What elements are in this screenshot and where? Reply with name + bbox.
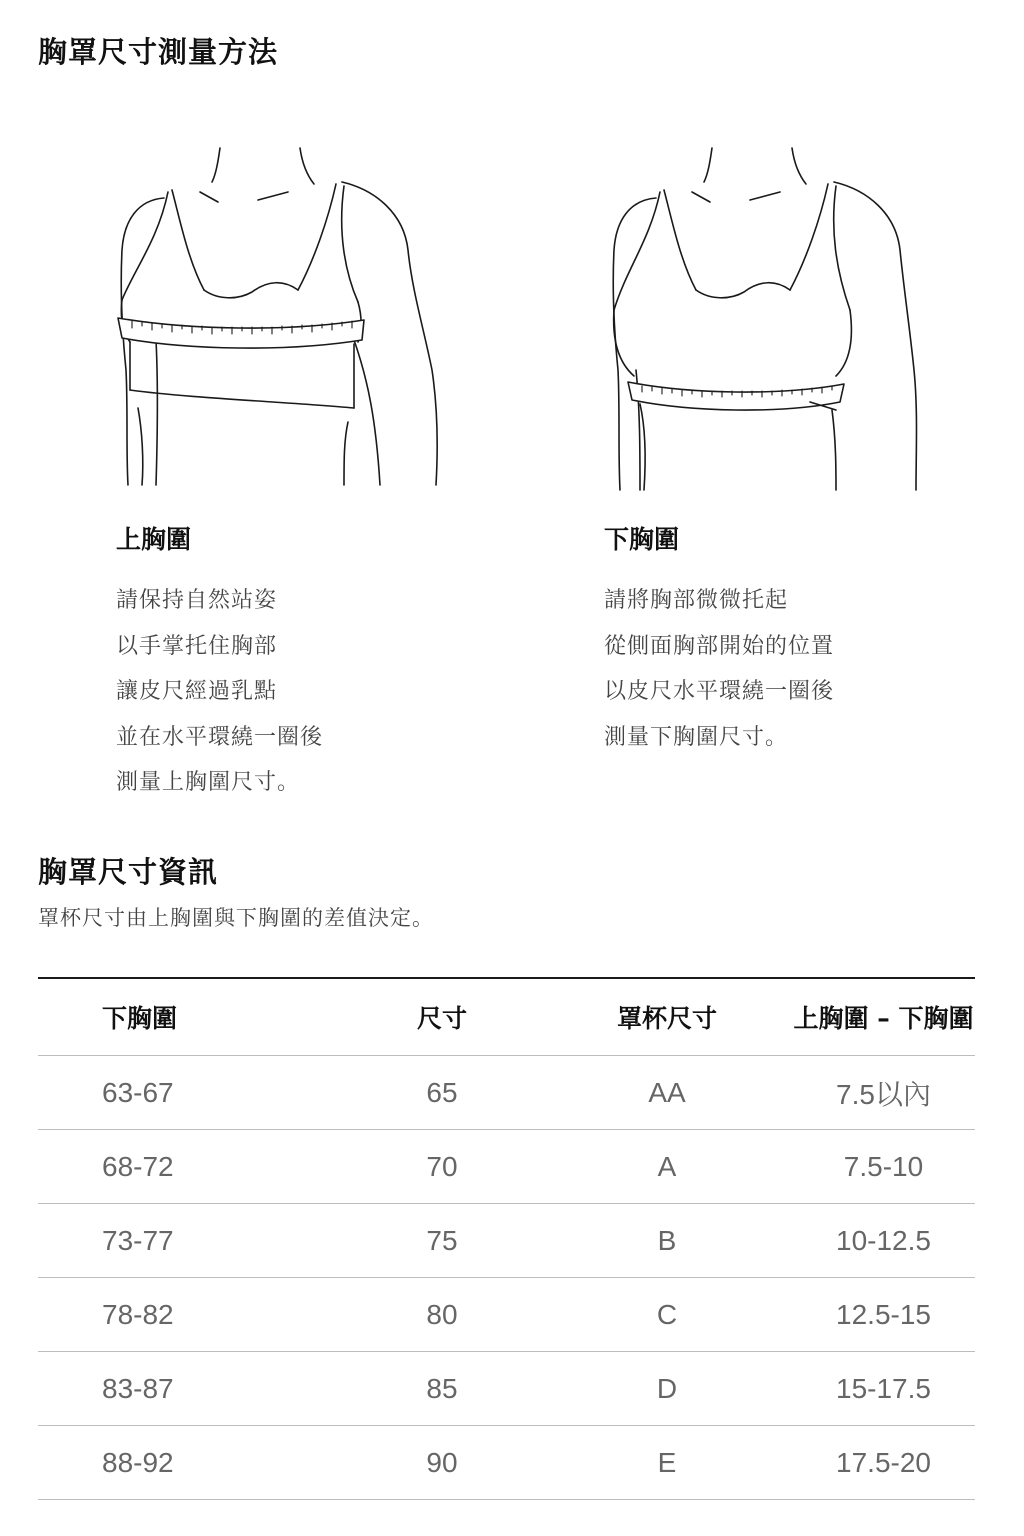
upper-bust-heading: 上胸圍: [116, 525, 192, 554]
upper-bust-line: 並在水平環繞一圈後: [116, 724, 324, 750]
under-bust-line: 測量下胸圍尺寸。: [604, 724, 789, 750]
table-row: [38, 1056, 975, 1130]
cell-size: 75: [342, 1204, 542, 1278]
size-table: [38, 977, 975, 1500]
cell-size: 70: [342, 1130, 542, 1204]
cell-under-bust: 63-67: [38, 1056, 342, 1130]
cell-difference: 10-12.5: [792, 1204, 975, 1278]
table-row: [38, 1130, 975, 1204]
cell-difference: 17.5-20: [792, 1426, 975, 1500]
cell-size: 65: [342, 1056, 542, 1130]
under-bust-line: 請將胸部微微托起: [604, 588, 789, 613]
cell-under-bust: 73-77: [38, 1204, 342, 1278]
header-cup-size: 罩杯尺寸: [542, 978, 792, 1056]
table-row: [38, 1278, 975, 1352]
upper-bust-line: 以手掌托住胸部: [116, 633, 278, 659]
cell-difference: 15-17.5: [792, 1352, 975, 1426]
cell-under-bust: 88-92: [38, 1426, 342, 1500]
under-bust-line: 從側面胸部開始的位置: [604, 633, 835, 659]
cell-cup: C: [542, 1278, 792, 1352]
cell-cup: D: [542, 1352, 792, 1426]
table-header-row: [38, 978, 975, 1056]
under-bust-heading: 下胸圍: [604, 525, 680, 554]
cell-cup: E: [542, 1426, 792, 1500]
cell-under-bust: 68-72: [38, 1130, 342, 1204]
cell-cup: AA: [542, 1056, 792, 1130]
cell-size: 80: [342, 1278, 542, 1352]
cell-under-bust: 78-82: [38, 1278, 342, 1352]
table-row: [38, 1204, 975, 1278]
under-bust-illustration-icon: [600, 140, 940, 500]
under-bust-instructions: [604, 520, 964, 760]
cell-difference: 12.5-15: [792, 1278, 975, 1352]
header-under-bust: 下胸圍: [38, 978, 342, 1056]
measure-method-title: 胸罩尺寸測量方法: [38, 35, 279, 69]
upper-bust-line: 測量上胸圍尺寸。: [116, 770, 301, 795]
cell-under-bust: 83-87: [38, 1352, 342, 1426]
size-info-subtitle: 罩杯尺寸由上胸圍與下胸圍的差值決定。: [38, 906, 434, 930]
under-bust-line: 以皮尺水平環繞一圈後: [604, 679, 835, 704]
upper-bust-instructions: [116, 520, 476, 806]
cell-size: 90: [342, 1426, 542, 1500]
table-row: [38, 1426, 975, 1500]
upper-bust-line: 請保持自然站姿: [116, 588, 278, 613]
cell-difference: 7.5-10: [792, 1130, 975, 1204]
upper-bust-illustration-icon: [108, 140, 448, 500]
cell-cup: A: [542, 1130, 792, 1204]
cell-difference: 7.5以內: [792, 1056, 975, 1130]
header-difference: 上胸圍 – 下胸圍: [792, 978, 975, 1056]
cell-size: 85: [342, 1352, 542, 1426]
size-info-title: 胸罩尺寸資訊: [38, 855, 219, 889]
header-size: 尺寸: [342, 978, 542, 1056]
table-row: [38, 1352, 975, 1426]
cell-cup: B: [542, 1204, 792, 1278]
upper-bust-line: 讓皮尺經過乳點: [116, 679, 278, 704]
